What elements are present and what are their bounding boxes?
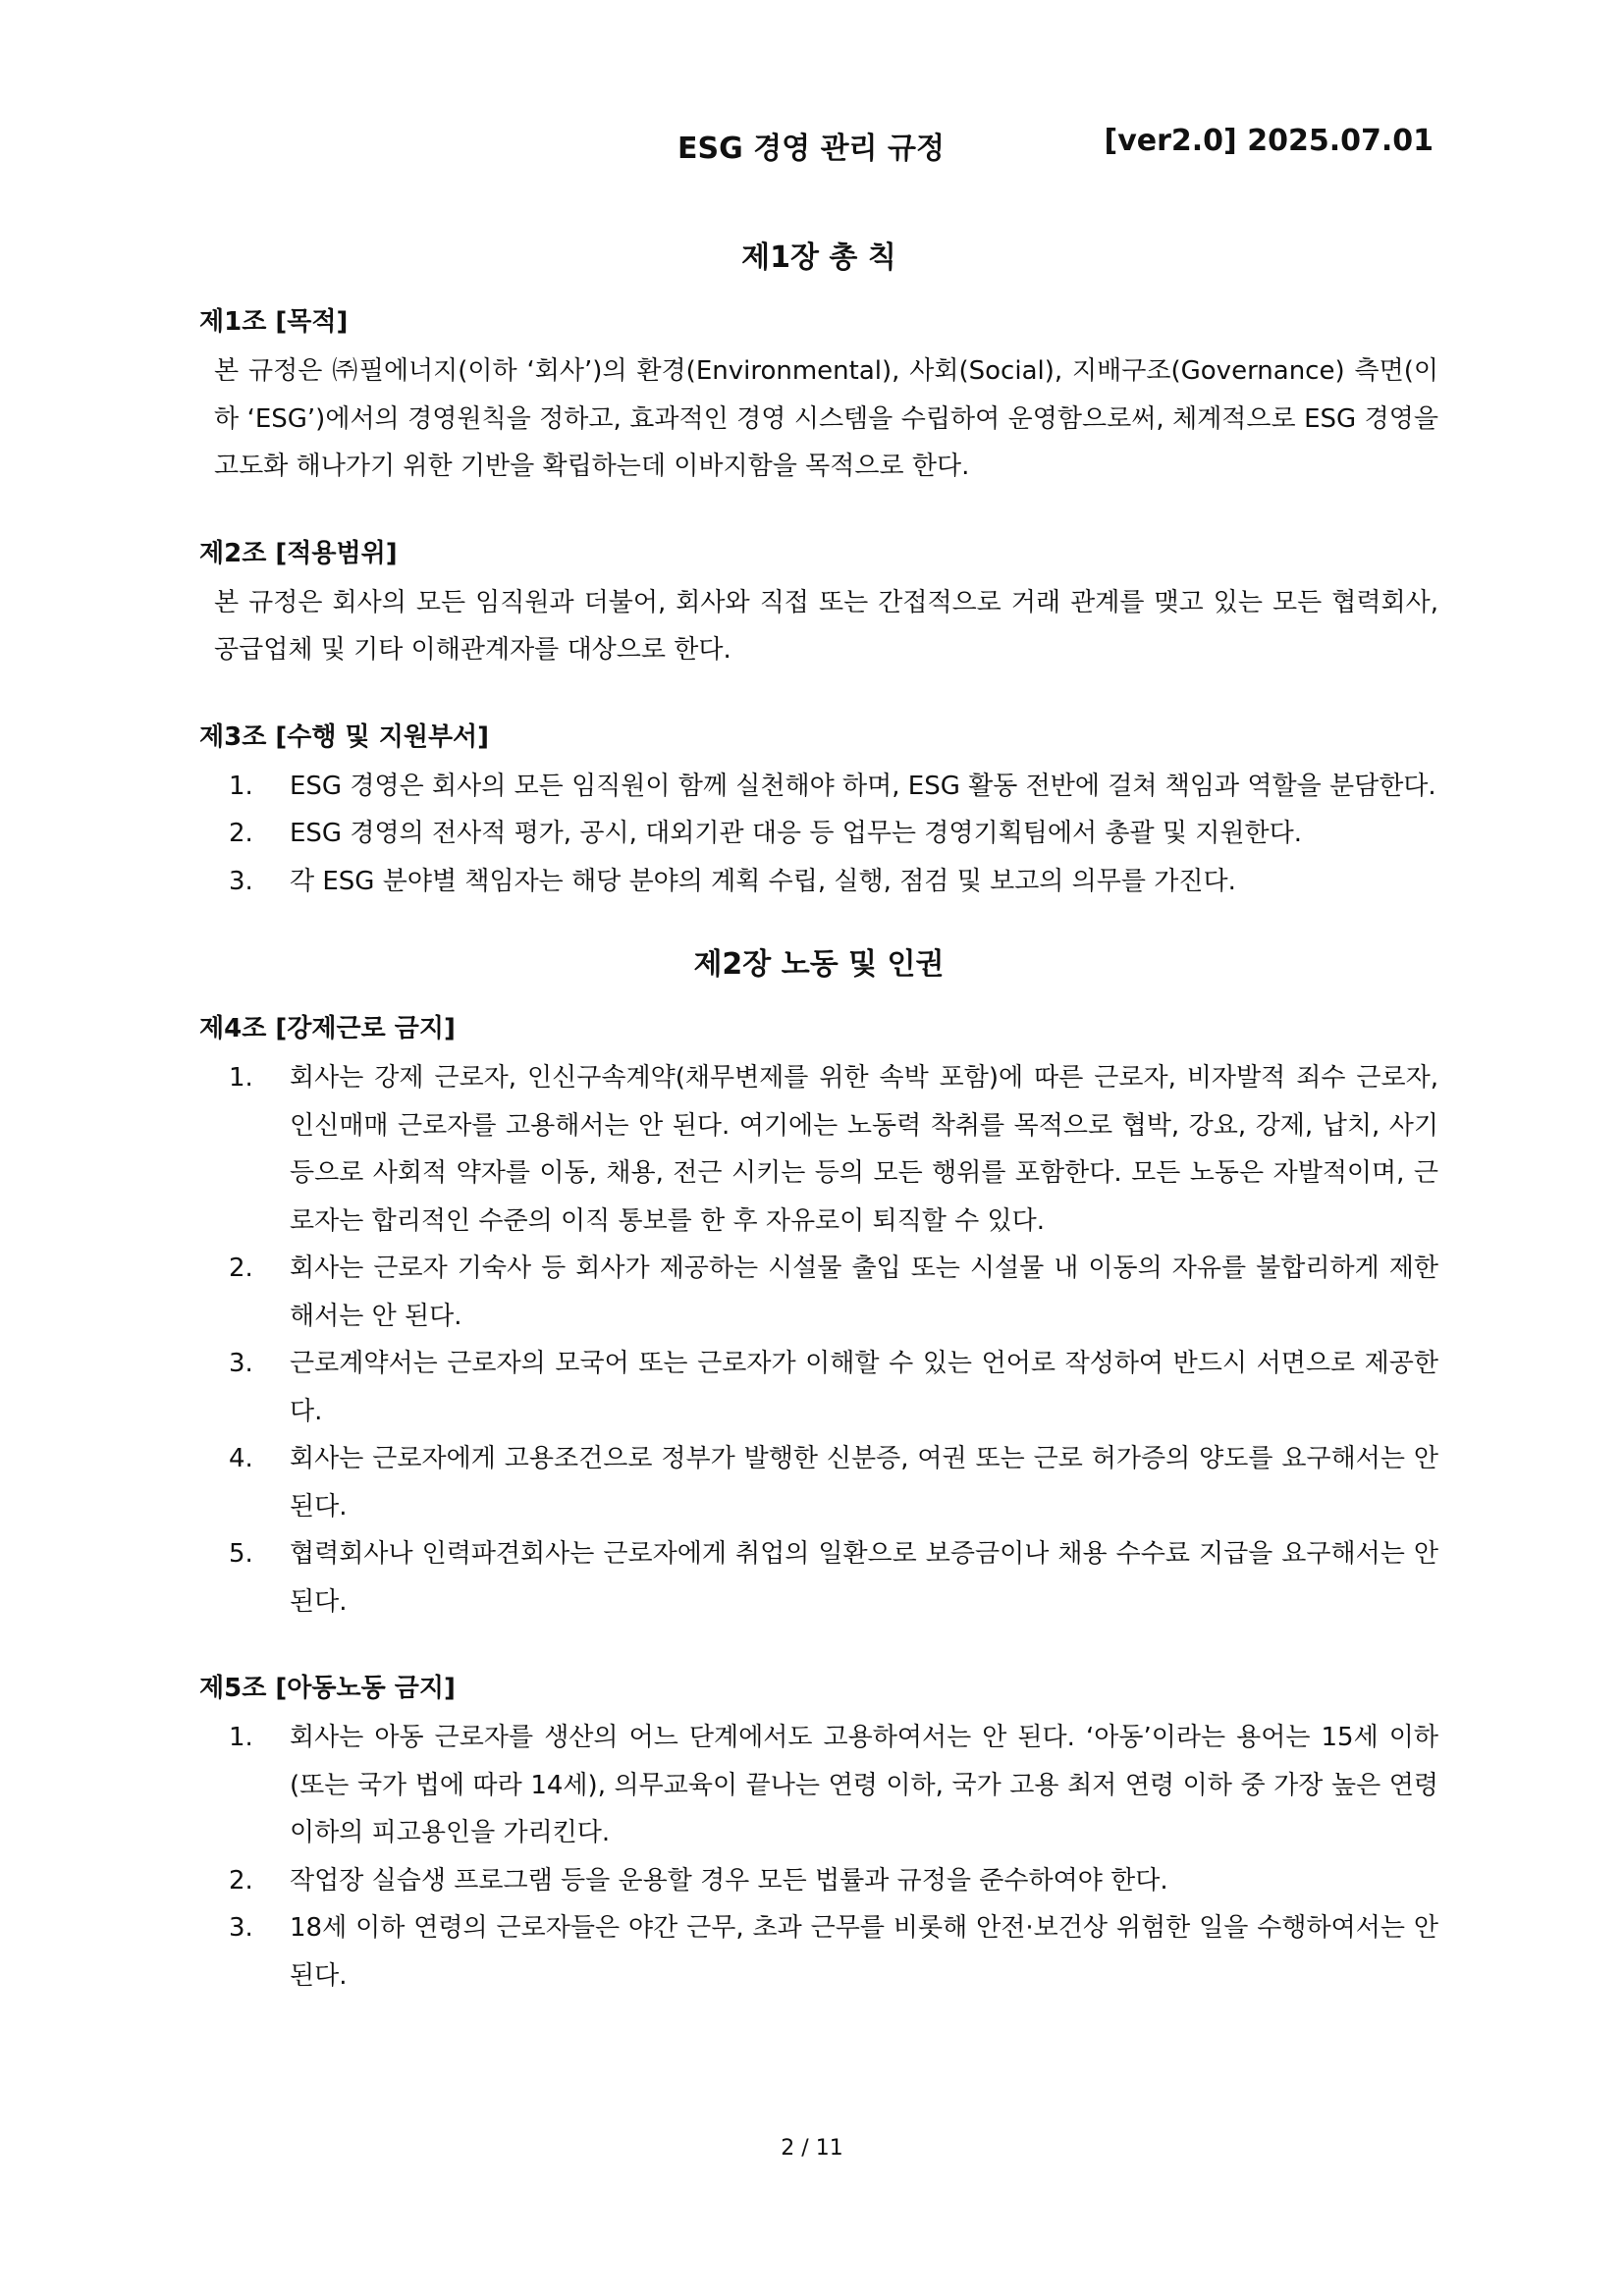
list-text: 작업장 실습생 프로그램 등을 운용할 경우 모든 법률과 규정을 준수하여야 한다.: [290, 1865, 1168, 1896]
list-item: [214, 763, 1438, 811]
list-text: 근로계약서는 근로자의 모국어 또는 근로자가 이해할 수 있는 언어로 작성하여 반드시 서면으로 제공한다.: [290, 1349, 1438, 1426]
list-number: 3.: [229, 1913, 253, 1943]
list-number: 1.: [229, 1063, 253, 1093]
list-text: ESG 경영은 회사의 모든 임직원이 함께 실천해야 하며, ESG 활동 전반에 걸쳐 책임과 역할을 분담한다.: [290, 771, 1436, 801]
list-text: 회사는 강제 근로자, 인신구속계약(채무변제를 위한 속박 포함)에 따른 근로자, 비자발적 죄수 근로자, 인신매매 근로자를 고용해서는 안 된다. 여기에는 노동력 착취를 목적으로 협박, 강요, 강제, 납치, 사기 등으로 사회적 약자를 이동, 채용, 전근 시키는 등의 모든 행위를 포함한다. 모든 노동은 자발적이며, 근로자는 합리적인 수준의 이직 통보를 한 후 자유로이 퇴직할 수 있다.: [290, 1063, 1438, 1236]
list-item: [214, 858, 1438, 906]
list-item: [214, 1530, 1438, 1626]
article-list: [199, 763, 1438, 906]
list-text: ESG 경영의 전사적 평가, 공시, 대외기관 대응 등 업무는 경영기획팀에서 총괄 및 지원한다.: [290, 819, 1302, 848]
list-item: [214, 1714, 1438, 1857]
article: [199, 1009, 1438, 1626]
article-title: 제4조 [강제근로 금지]: [199, 1014, 456, 1043]
list-text: 각 ESG 분야별 책임자는 해당 분야의 계획 수립, 실행, 점검 및 보고의 의무를 가진다.: [290, 866, 1236, 896]
list-number: 2.: [229, 1254, 253, 1283]
list-item: [214, 1340, 1438, 1435]
list-number: 4.: [229, 1444, 253, 1473]
article-title: 제5조 [아동노동 금지]: [199, 1674, 456, 1703]
list-text: 18세 이하 연령의 근로자들은 야간 근무, 초과 근무를 비롯해 안전·보건상 위험한 일을 수행하여서는 안 된다.: [290, 1913, 1438, 1991]
article: [199, 534, 1438, 674]
list-number: 5.: [229, 1539, 253, 1569]
list-number: 1.: [229, 1723, 253, 1752]
list-item: [214, 1435, 1438, 1530]
article-title: 제1조 [목적]: [199, 307, 349, 337]
article-list: [199, 1714, 1438, 2000]
list-text: 회사는 근로자 기숙사 등 회사가 제공하는 시설물 출입 또는 시설물 내 이동의 자유를 불합리하게 제한해서는 안 된다.: [290, 1254, 1438, 1331]
article: [199, 302, 1438, 491]
article-title: 제3조 [수행 및 지원부서]: [199, 721, 490, 752]
list-item: [214, 1904, 1438, 2000]
article-list: [199, 1054, 1438, 1626]
chapter-title: 제2장 노동 및 인권: [693, 947, 945, 982]
document-version: [ver2.0] 2025.07.01: [1104, 124, 1434, 158]
list-text: 협력회사나 인력파견회사는 근로자에게 취업의 일환으로 보증금이나 채용 수수료 지급을 요구해서는 안 된다.: [290, 1539, 1438, 1617]
document-body: [199, 236, 1438, 2000]
list-number: 2.: [229, 819, 253, 848]
article-body: 본 규정은 ㈜필에너지(이하 ‘회사’)의 환경(Environmental), 사회(Social), 지배구조(Governance) 측면(이하 ‘ESG’)에서의 경영원칙을 정하고, 효과적인 경영 시스템을 수립하여 운영함으로써, 체계적으로 ESG 경영을 고도화 해나가기 위한 기반을 확립하는데 이바지함을 목적으로 한다.: [214, 356, 1438, 481]
chapter-title: 제1장 총 칙: [741, 240, 896, 275]
list-item: [214, 1245, 1438, 1340]
article: [199, 1669, 1438, 2000]
list-number: 1.: [229, 771, 253, 801]
list-item: [214, 810, 1438, 858]
document-header: [0, 124, 1624, 167]
list-item: [214, 1054, 1438, 1245]
list-number: 3.: [229, 1349, 253, 1378]
list-number: 2.: [229, 1865, 253, 1896]
list-text: 회사는 근로자에게 고용조건으로 정부가 발행한 신분증, 여권 또는 근로 허가증의 양도를 요구해서는 안 된다.: [290, 1444, 1438, 1522]
document-title: ESG 경영 관리 규정: [677, 132, 945, 166]
list-item: [214, 1857, 1438, 1905]
article-body: 본 규정은 회사의 모든 임직원과 더불어, 회사와 직접 또는 간접적으로 거래 관계를 맺고 있는 모든 협력회사, 공급업체 및 기타 이해관계자를 대상으로 한다.: [214, 587, 1438, 665]
article-title: 제2조 [적용범위]: [199, 538, 398, 568]
page-number: 2 / 11: [781, 2136, 843, 2161]
list-number: 3.: [229, 866, 253, 896]
list-text: 회사는 아동 근로자를 생산의 어느 단계에서도 고용하여서는 안 된다. ‘아동’이라는 용어는 15세 이하(또는 국가 법에 따라 14세), 의무교육이 끝나는 연령 이하, 국가 고용 최저 연령 이하 중 가장 높은 연령 이하의 피고용인을 가리킨다.: [290, 1723, 1438, 1847]
article: [199, 718, 1438, 906]
